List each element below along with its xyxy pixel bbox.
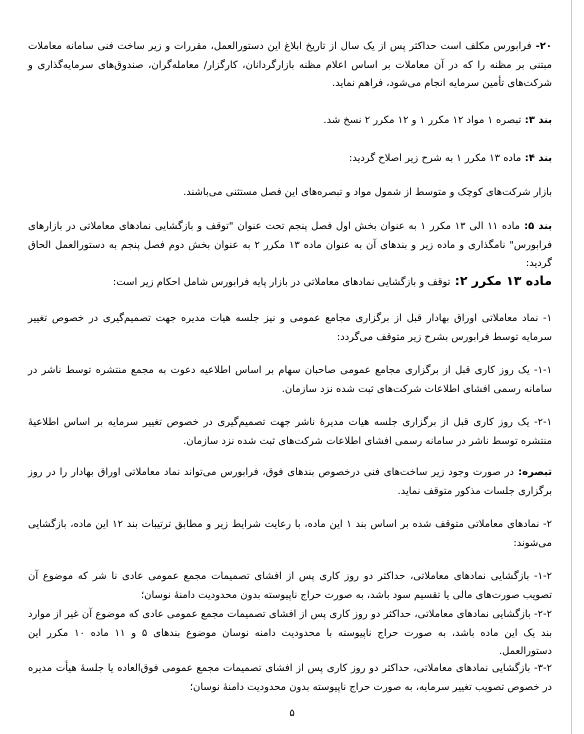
paragraph-band-4 (28, 150, 552, 169)
paragraph-item-2 (28, 516, 552, 553)
paragraph-text: ۲-۲- بازگشایی نمادهای معاملاتی، حداکثر دو روز کاری پس از افشای تصمیمات مجمع عمومی عادی که موضوع آن غیر از موارد بند یک این ماده باشد، به صورت حراج ناپیوسته با محدودیت دامنه نوسان موضوع بندهای ۵ و ۱۱ ماده ۱۰ مکرر این دستورالعمل. (28, 609, 553, 657)
paragraph-text: در صورت وجود زیر ساخت‌های فنی درخصوص بندهای فوق، فرابورس می‌تواند نماد معاملاتی اوراق بهادار را در روز برگزاری جلسات مذکور متوقف نماید. (28, 467, 552, 497)
paragraph-item-2-2 (28, 606, 552, 662)
paragraph-text: ۱- نماد معاملاتی اوراق بهادار قبل از برگزاری مجامع عمومی و نیز جلسه هیات مدیره جهت تصمیم‌گیری در خصوص تغییر سرمایه توسط فرابورس بشرح زیر متوقف می‌گردد: (28, 313, 552, 343)
paragraph-text: ۱-۱- یک روز کاری قبل از برگزاری مجامع عمومی صاحبان سهام بر اساس اطلاعیه دعوت به مجمع منتشره توسط ناشر در سامانه رسمی افشای اطلاعات شرکت‌های ثبت شده نزد سازمان. (28, 365, 552, 395)
paragraph-lead: بند ۴: (521, 153, 552, 164)
paragraph-text: ۳-۲- بازگشایی نمادهای معاملاتی، حداکثر دو روز کاری پس از افشای تصمیمات مجمع عمومی فوق‌العاده یا جلسهٔ هیأت مدیره در خصوص تصویب تغییر سرمایه، به صورت حراج ناپیوسته بدون محدودیت دامنهٔ نوسان؛ (28, 663, 552, 693)
paragraph-small-medium-market (28, 184, 552, 203)
paragraph-item-1-1 (28, 362, 552, 399)
paragraph-lead: ۲۰- (531, 41, 552, 52)
paragraph-text: ماده ۱۳ مکرر ۱ به شرح زیر اصلاح گردید: (348, 153, 522, 164)
paragraph-text: ۲-۱- یک روز کاری قبل از برگزاری جلسه هیات مدیرهٔ ناشر جهت تصمیم‌گیری در خصوص تغییر سرمایه بر اساس اطلاعیهٔ منتشره توسط ناشر در سامانه رسمی افشای اطلاعات شرکت‌های ثبت شده نزد سازمان. (28, 417, 552, 447)
paragraph-text: ۱-۲- بازگشایی نمادهای معاملاتی، حداکثر دو روز کاری پس از افشای تصمیمات مجمع عمومی عادی نا شر که موضوع آن تصویب صورت‌های مالی یا تقسیم سود باشد، به صورت حراج ناپیوسته بدون محدودیت دامنهٔ نوسان؛ (28, 571, 552, 601)
paragraph-band-5 (28, 218, 552, 274)
paragraph-lead: تبصره: (513, 467, 552, 478)
paragraph-text: توقف و بازگشایی نمادهای معاملاتی در بازار پایه فرابورس شامل احکام زیر است: (112, 277, 451, 288)
paragraph-band-3 (28, 112, 552, 131)
paragraph-item-1 (28, 310, 552, 347)
paragraph-note (28, 464, 552, 501)
paragraph-text: بازار شرکت‌های کوچک و متوسط از شمول مواد و تبصره‌های این فصل مستثنی می‌باشند. (183, 187, 552, 198)
article-heading: ماده ۱۳ مکرر ۲: (450, 273, 552, 288)
page-number: ۵ (289, 708, 295, 719)
paragraph-clause-20 (28, 38, 552, 94)
paragraph-item-1-2 (28, 414, 552, 451)
paragraph-lead: بند ۵: (519, 221, 552, 232)
paragraph-article-13-2 (28, 272, 552, 293)
paragraph-text: تبصره ۱ مواد ۱۲ مکرر ۱ و ۱۲ مکرر ۲ نسخ شد. (323, 115, 522, 126)
paragraph-item-2-3 (28, 660, 552, 697)
paragraph-text: ۲- نمادهای معاملاتی متوقف شده بر اساس بند ۱ این ماده، با رعایت شرایط زیر و مطابق ترتیبات بند ۱۲ این ماده، بازگشایی می‌شوند: (28, 519, 552, 549)
paragraph-lead: بند ۳: (521, 115, 552, 126)
paragraph-text: فرابورس مکلف است حداکثر پس از یک سال از تاریخ ابلاغ این دستورالعمل، مقررات و زیر ساخت فنی سامانه معاملات مبتنی بر مظنه را که در آن معاملات بر اساس اعلام مظنه بازارگردانان، کارگزار/ معامله‌گران، صندوق‌های سرمایه‌گذاری و شرکت‌های تأمین سرمایه انجام می‌شود، فراهم نماید. (28, 41, 552, 89)
page-edge-line (571, 0, 572, 734)
paragraph-text: ماده ۱۱ الی ۱۳ مکرر ۱ به عنوان بخش اول فصل پنجم تحت عنوان "توقف و بازگشایی نمادهای معاملاتی در بازارهای فرابورس" نامگذاری و ماده زیر و بندهای آن به عنوان ماده ۱۳ مکرر ۲ به عنوان بخش دوم فصل پنجم به دستورالعمل الحاق گردید: (28, 221, 552, 269)
paragraph-item-2-1 (28, 568, 552, 605)
